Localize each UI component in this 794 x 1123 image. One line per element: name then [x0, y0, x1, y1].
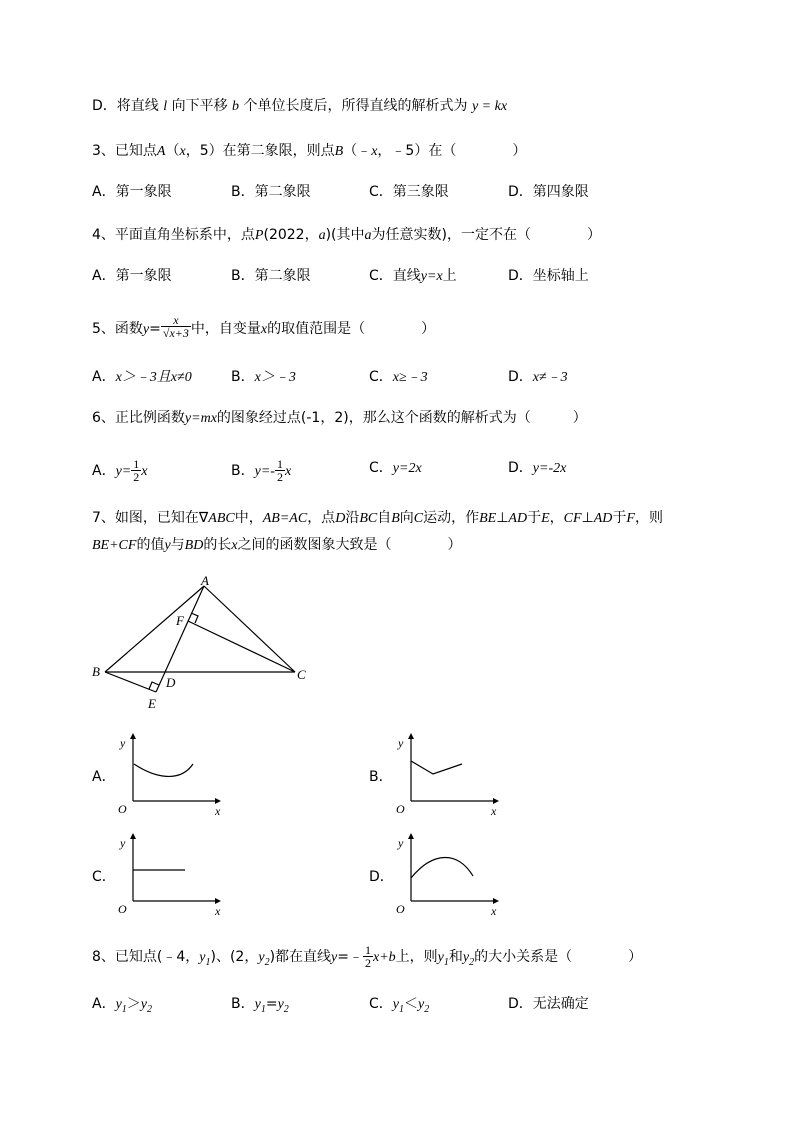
q7-option-c-letter[interactable]: C．	[92, 869, 116, 885]
q6-opt-a-frac	[131, 458, 141, 484]
q8-opt-c-y2: y	[418, 997, 425, 1012]
q7-be: BE	[479, 511, 497, 526]
right-angle-mark-f	[191, 613, 198, 623]
q8-yv: y	[331, 950, 338, 965]
q8-opt-a-y2: y	[140, 997, 148, 1012]
q4-option-c[interactable]	[369, 266, 457, 287]
q6-opt-d-text: y=-2x	[532, 461, 567, 476]
q6-opt-b-post: x	[284, 464, 292, 479]
q3-stem	[92, 141, 526, 162]
y-arrow	[130, 833, 136, 839]
q8-letter-b: B．	[231, 996, 255, 1012]
q2-option-d	[92, 96, 507, 117]
q6-opt-b-frac	[275, 458, 285, 484]
q8-option-b[interactable]	[231, 994, 289, 1020]
q5-option-c[interactable]	[369, 367, 428, 388]
q8-opt-b-y1: y	[254, 997, 261, 1012]
q7-d: D	[335, 511, 346, 526]
q5-letter-d: D．	[508, 369, 533, 385]
q8-y1b: y	[437, 950, 444, 965]
q7-l1k: ，则	[634, 510, 663, 526]
q6-stem	[92, 408, 587, 429]
q5-letter-a: A．	[92, 369, 116, 385]
q8-stem	[92, 944, 642, 973]
q7-l1d: 沿	[345, 510, 360, 526]
q5-stem-b: 中，自变量	[190, 321, 261, 337]
label-e: E	[148, 696, 156, 711]
q4-option-b[interactable]: B．第二象限	[231, 268, 311, 284]
q4-a: a	[318, 228, 326, 243]
q6-option-a[interactable]	[92, 458, 147, 484]
curve-a	[134, 764, 193, 776]
q8-opt-c-y1: y	[392, 997, 399, 1012]
q3-p2: （﹣	[343, 143, 372, 159]
q8-num: 1	[364, 943, 371, 957]
q7-option-a-letter[interactable]: A．	[92, 769, 116, 785]
q7-graph-c[interactable]	[115, 833, 227, 918]
q2d-tail: 个单位长度后，所得直线的解析式为	[243, 98, 468, 114]
q5-opt-c-text: x≥﹣3	[392, 370, 428, 385]
q3-p1: （	[165, 143, 180, 159]
q3-b: B	[334, 144, 344, 159]
q6-letter-d: D．	[508, 460, 533, 476]
q7-l1i: ，	[549, 510, 564, 526]
q4-stem	[92, 225, 601, 246]
q7-y: y	[164, 538, 171, 553]
q5-fraction	[161, 314, 191, 340]
q5-opt-b-text: x＞﹣3	[254, 370, 296, 385]
graph-c-x-label: x	[215, 904, 221, 918]
q7-b: B	[391, 511, 400, 526]
q7-bc: BC	[359, 511, 378, 526]
q3-stem-a: 3、已知点	[92, 143, 157, 159]
q8-opt-a-s2: 2	[147, 1003, 153, 1015]
graph-b-y-label: y	[398, 736, 404, 750]
q5-letter-c: C．	[369, 369, 393, 385]
q7-graph-d[interactable]	[393, 833, 505, 918]
q4-option-d[interactable]: D．坐标轴上	[508, 268, 589, 284]
graph-d-x-label: x	[491, 904, 497, 918]
q8-s1b: 1	[443, 956, 449, 968]
q8-s1: 1	[205, 956, 211, 968]
q2d-mid: 向下平移	[171, 98, 228, 114]
q8-option-a[interactable]	[92, 994, 152, 1020]
q7-l1b: 中，	[234, 510, 263, 526]
q7-l2e: 之间的函数图象大致是（ ）	[237, 537, 462, 553]
q7-perp2: ⊥	[581, 510, 594, 526]
curve-d	[411, 857, 473, 878]
q8-opt-b-s2: 2	[283, 1003, 289, 1015]
q4-coord: (2022，	[263, 227, 319, 243]
q7-stem-line2	[92, 535, 462, 556]
q7-cf: CF	[563, 511, 582, 526]
q7-graph-a[interactable]	[115, 733, 227, 818]
q7-eq1: AB=AC	[262, 511, 308, 526]
graph-d-y-label: y	[398, 836, 404, 850]
q5-stem-c: 的取值范围是（ ）	[267, 321, 436, 337]
q6-option-d[interactable]	[508, 458, 566, 479]
label-b: B	[92, 664, 100, 679]
q7-l1e: 自	[377, 510, 392, 526]
q2d-b: b	[232, 99, 240, 114]
q8-stem-c: )都在直线	[269, 949, 332, 965]
y-arrow	[408, 733, 414, 739]
q7-graph-b[interactable]	[393, 733, 505, 818]
q7-ad: AD	[508, 511, 528, 526]
q6-opt-a-pre: y=	[115, 464, 132, 479]
q8-option-c[interactable]	[369, 994, 429, 1020]
graph-d-o-label: O	[396, 902, 405, 916]
q6-stem-b: 的图象经过点(-1，2)，那么这个函数的解析式为（ ）	[216, 410, 587, 426]
q3-a: A	[156, 144, 166, 159]
q2d-l: l	[163, 99, 168, 114]
q5-frac-den: √x+3	[162, 326, 189, 340]
q5-opt-a-text: x＞﹣3且x≠0	[115, 370, 192, 385]
q7-l2d: 的长	[203, 537, 232, 553]
q8-y1: y	[199, 950, 206, 965]
y-arrow	[408, 833, 414, 839]
q8-stem-a: 8、已知点(﹣4，	[92, 949, 200, 965]
label-d: D	[166, 675, 176, 690]
q4-opt-c-tail: 上	[442, 268, 457, 284]
q6-letter-c: C．	[369, 460, 393, 476]
line-ae	[156, 586, 204, 692]
q6-letter-b: B．	[231, 463, 255, 479]
graph-c-o-label: O	[118, 902, 127, 916]
segment-cf	[188, 621, 295, 672]
graph-c-y-label: y	[120, 836, 126, 850]
q3-x: x	[179, 144, 186, 159]
segment-be	[105, 672, 156, 692]
q8-stem-e: 上，则	[395, 949, 438, 965]
q8-stem-d: x+b	[372, 950, 396, 965]
q8-y2b: y	[462, 950, 470, 965]
q4-opt-c-label: C．直线	[369, 268, 421, 284]
graph-a-y-label: y	[120, 736, 126, 750]
q3-option-d[interactable]: D．第四象限	[508, 184, 589, 200]
q4-stem-b: 为任意实数)，一定不在（ ）	[371, 227, 601, 243]
q7-l2b: 的值	[136, 537, 165, 553]
q7-bd: BD	[184, 538, 204, 553]
q7-l1a: 7、如图，已知在∇	[92, 510, 209, 526]
q4-coord2: )(其中	[325, 227, 365, 243]
label-a: A	[201, 575, 209, 588]
graph-a-x-label: x	[215, 804, 221, 818]
q8-stem-g: 的大小关系是（ ）	[474, 949, 643, 965]
q5-opt-d-text: x≠﹣3	[532, 370, 568, 385]
q3-x2: x	[371, 144, 378, 159]
q5-stem-a: 5、函数	[92, 321, 143, 337]
q7-stem-line1	[92, 508, 663, 529]
q8-letter-c: C．	[369, 996, 393, 1012]
q8-letter-a: A．	[92, 996, 116, 1012]
side-ab	[105, 586, 204, 672]
q7-ad2: AD	[593, 511, 613, 526]
label-c: C	[297, 667, 306, 682]
q6-stem-a: 6、正比例函数	[92, 410, 185, 426]
q7-l1j: 于	[612, 510, 627, 526]
q8-s2: 2	[264, 956, 270, 968]
q3-p2b: ，﹣5）在（ ）	[377, 143, 527, 159]
q6-opt-a-num: 1	[133, 457, 140, 471]
q6-opt-a-den: 2	[133, 470, 140, 484]
graph-b-x-label: x	[491, 804, 497, 818]
q7-c: C	[413, 511, 424, 526]
q6-opt-b-pre: y=-	[254, 464, 275, 479]
q6-letter-a: A．	[92, 463, 116, 479]
q3-option-b[interactable]: B．第二象限	[231, 184, 311, 200]
q8-opt-c-s1: 1	[399, 1003, 404, 1015]
q8-opt-a-s1: 1	[121, 1003, 127, 1015]
side-ac	[204, 586, 295, 672]
q5-frac-num: x	[173, 313, 179, 327]
label-f: F	[176, 613, 184, 628]
q8-y2: y	[258, 950, 265, 965]
q8-eq: =﹣	[337, 949, 363, 965]
q7-x: x	[231, 538, 238, 553]
q7-e: E	[541, 511, 550, 526]
q7-l2c: 与	[170, 537, 185, 553]
q4-stem-a: 4、平面直角坐标系中，点	[92, 227, 255, 243]
q3-option-c[interactable]: C．第三象限	[369, 184, 449, 200]
curve-b	[411, 761, 462, 774]
q8-opt-a-rel: ＞	[126, 996, 141, 1012]
q5-y: y	[142, 322, 150, 337]
q7-perp1: ⊥	[496, 510, 509, 526]
q8-opt-d-text: 无法确定	[532, 996, 589, 1012]
q6-expr: y=mx	[184, 411, 217, 426]
q7-l1h: 于	[527, 510, 542, 526]
q7-l1f: 向	[399, 510, 414, 526]
q6-opt-c-text: y=2x	[392, 461, 422, 476]
q4-p: P	[254, 228, 264, 243]
q4-opt-c-expr: y=x	[420, 269, 443, 284]
q8-opt-b-rel: =	[265, 996, 278, 1012]
q2d-expr: y = kx	[471, 99, 508, 114]
q7-l1g: 运动，作	[423, 510, 480, 526]
q7-option-d-letter[interactable]: D．	[369, 869, 394, 885]
q8-stem-b: )、(2，	[210, 949, 259, 965]
graph-a-o-label: O	[118, 802, 127, 816]
q6-opt-b-num: 1	[276, 457, 283, 471]
q7-abc: ABC	[208, 511, 235, 526]
q7-l1c: ，点	[307, 510, 336, 526]
q3-p1b: ，5）在第二象限，则点	[185, 143, 335, 159]
q5-eq: =	[149, 321, 161, 337]
q4-option-a[interactable]: A．第一象限	[92, 268, 172, 284]
y-arrow	[130, 733, 136, 739]
q8-den: 2	[364, 956, 371, 970]
q6-opt-a-post: x	[141, 464, 148, 479]
q5-x: x	[260, 322, 268, 337]
q8-stem-f: 和	[448, 949, 463, 965]
q6-opt-b-den: 2	[276, 470, 283, 484]
q3-option-a[interactable]: A．第一象限	[92, 184, 172, 200]
q4-a2: a	[364, 228, 372, 243]
q7-option-b-letter[interactable]: B．	[369, 769, 393, 785]
graph-b-o-label: O	[396, 802, 405, 816]
q8-s2b: 2	[469, 956, 475, 968]
q7-f: F	[626, 511, 635, 526]
q8-opt-c-s2: 2	[424, 1003, 430, 1015]
q2d-label: D．将直线	[92, 98, 159, 114]
q5-option-b[interactable]	[231, 367, 296, 388]
q8-option-d[interactable]	[508, 994, 589, 1014]
q8-opt-a-y1: y	[115, 997, 122, 1012]
q5-letter-b: B．	[231, 369, 255, 385]
q7-l2a: BE+CF	[92, 538, 137, 553]
q5-option-a[interactable]	[92, 367, 192, 388]
q8-opt-b-s1: 1	[260, 1003, 266, 1015]
q6-option-b[interactable]	[231, 458, 291, 484]
q5-stem	[92, 313, 436, 342]
q5-option-d[interactable]	[508, 367, 568, 388]
q7-triangle-figure	[88, 575, 328, 715]
q6-option-c[interactable]	[369, 458, 422, 479]
q8-fraction	[363, 944, 373, 970]
q8-opt-c-rel: ＜	[404, 996, 418, 1012]
q8-opt-b-y2: y	[277, 997, 284, 1012]
q8-letter-d: D．	[508, 996, 533, 1012]
